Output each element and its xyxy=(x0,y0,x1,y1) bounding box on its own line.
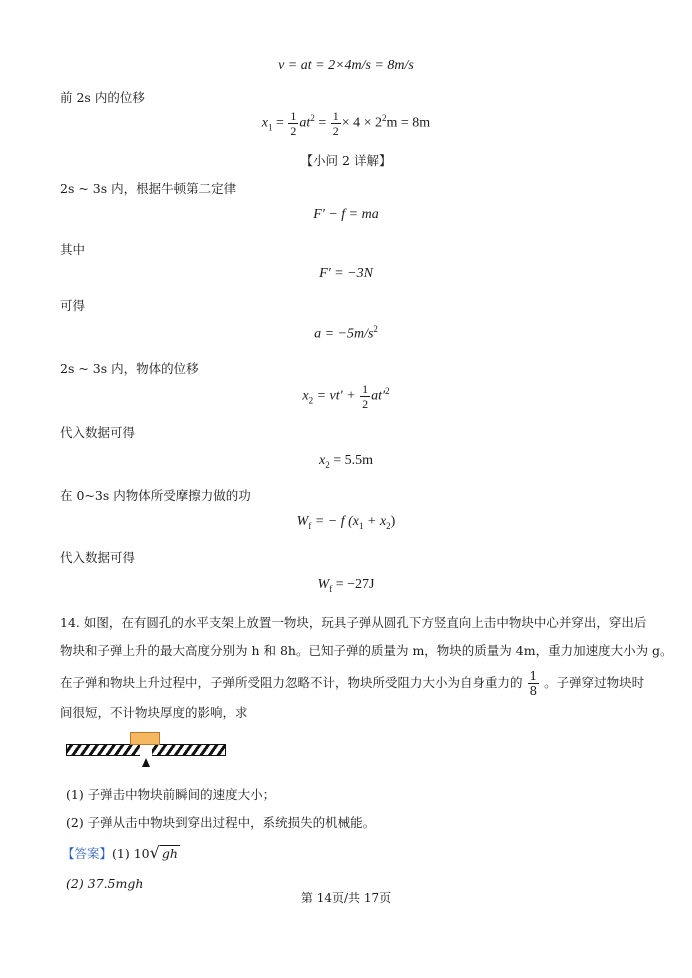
text-newton-intro: 2s ~ 3s 内，根据牛顿第二定律 xyxy=(60,181,237,196)
sup-2-b: 2 xyxy=(382,113,387,124)
sup-2-a: 2 xyxy=(310,113,315,124)
work-value: = −27J xyxy=(335,577,375,592)
bullet-icon xyxy=(142,758,150,767)
answer-1-prefix: (1) 10 xyxy=(112,846,150,861)
problem-14-line-1: 14. 如图，在有圆孔的水平支架上放置一物块，玩具子弹从圆孔下方竖直向上击中物块中心并穿出，穿出后 xyxy=(60,615,647,630)
half-den-1: 2 xyxy=(290,124,297,138)
wf-mid: = − f (x xyxy=(314,514,359,529)
x1-result: m = 8m xyxy=(386,115,431,131)
equation-acceleration xyxy=(0,324,692,343)
answer-1 xyxy=(62,843,180,862)
text-obtain-1: 可得 xyxy=(60,298,86,313)
text-substitute-2: 代入数据可得 xyxy=(60,550,136,565)
section-heading-2: 【小问 2 详解】 xyxy=(300,153,392,168)
equation-velocity xyxy=(0,58,692,74)
wfv-symbol: W xyxy=(317,577,330,592)
half-num-1: 1 xyxy=(290,109,297,123)
equation-newton xyxy=(0,207,692,223)
times-term: × 4 × 2 xyxy=(341,115,383,131)
x1-sub: 1 xyxy=(268,122,273,133)
half-num-2: 1 xyxy=(332,109,339,123)
wfv-sub: f xyxy=(329,583,333,594)
problem-14-line-3a: 在子弹和物块上升过程中，子弹所受阻力忽略不计，物块所受阻力大小为自身重力的 xyxy=(60,675,523,690)
equation-velocity-text: v = at = 2×4m/s = 8m/s xyxy=(278,58,414,73)
wooden-block xyxy=(130,732,160,745)
text-substitute-1: 代入数据可得 xyxy=(60,425,136,440)
answer-label: 【答案】 xyxy=(62,846,113,861)
wf-s1: 1 xyxy=(359,520,364,531)
equation-newton-text: F′ − f = ma xyxy=(313,207,379,222)
wf-plus: + x xyxy=(363,514,387,529)
equation-acceleration-text: a = −5m/s xyxy=(314,326,374,342)
x2v-symbol: x xyxy=(318,453,326,468)
equation-work xyxy=(0,514,692,531)
equation-force-text: F′ = −3N xyxy=(319,266,373,281)
half-den-3: 2 xyxy=(362,397,369,411)
question-2: (2) 子弹从击中物块到穿出过程中，系统损失的机械能。 xyxy=(66,815,376,830)
x2-symbol: x xyxy=(302,388,309,404)
wf-sub: f xyxy=(308,520,312,531)
half-den-2: 2 xyxy=(332,124,339,138)
answer-2: (2) 37.5mgh xyxy=(66,876,144,891)
fraction-half-1 xyxy=(288,110,298,137)
wf-s2: 2 xyxy=(386,520,391,531)
eighth-num: 1 xyxy=(529,669,538,683)
equation-x1: $x_1$ = $\frac{1}{2}$ $at^2$ = $\frac{1}{2}$ × $4 \times 2^2m = 8m$ xyxy=(261,109,431,138)
x1-symbol: x xyxy=(261,115,269,131)
page-footer: 第 14页/共 17页 xyxy=(300,891,392,905)
sqrt-icon: √ xyxy=(149,843,160,862)
text-friction-work: 在 0~3s 内物体所受摩擦力做的功 xyxy=(60,488,251,503)
text-where: 其中 xyxy=(60,242,86,257)
problem-14-line-4: 间很短，不计物块厚度的影响，求 xyxy=(60,705,248,720)
fraction-half-3 xyxy=(360,383,370,410)
x2-sub: 2 xyxy=(308,395,314,406)
problem-14-line-3 xyxy=(60,670,644,697)
eighth-den: 8 xyxy=(529,684,538,698)
x2-sup: 2 xyxy=(385,386,390,397)
question-1: (1) 子弹击中物块前瞬间的速度大小； xyxy=(66,787,276,802)
text-displacement-2s: 前 2s 内的位移 xyxy=(60,90,145,105)
answer-1-root: gh xyxy=(161,846,178,861)
half-num-3: 1 xyxy=(362,382,369,396)
wf-close: ) xyxy=(390,514,396,529)
x2-at-term: at′ xyxy=(371,388,386,404)
fraction-half-2 xyxy=(331,110,341,137)
equation-work-value xyxy=(0,577,692,594)
wf-symbol: W xyxy=(296,514,309,529)
equation-x2-value xyxy=(0,453,692,470)
problem-14-line-2: 物块和子弹上升的最大高度分别为 h 和 8h。已知子弹的质量为 m，物块的质量为 4m，重力加速度大小为 g。 xyxy=(60,643,673,658)
fraction-one-eighth xyxy=(528,670,540,697)
problem-14-line-3b: 。子弹穿过物块时 xyxy=(544,675,645,690)
support-hole xyxy=(140,744,152,756)
equation-force xyxy=(0,266,692,282)
at-term: at xyxy=(299,115,311,131)
text-displacement-3s: 2s ~ 3s 内，物体的位移 xyxy=(60,361,199,376)
x2v-sub: 2 xyxy=(325,459,330,470)
x2-value: = 5.5m xyxy=(333,453,373,468)
x2-vt-term: = vt′ + xyxy=(316,388,356,404)
acceleration-sup: 2 xyxy=(373,324,378,334)
equation-x2 xyxy=(0,383,692,410)
